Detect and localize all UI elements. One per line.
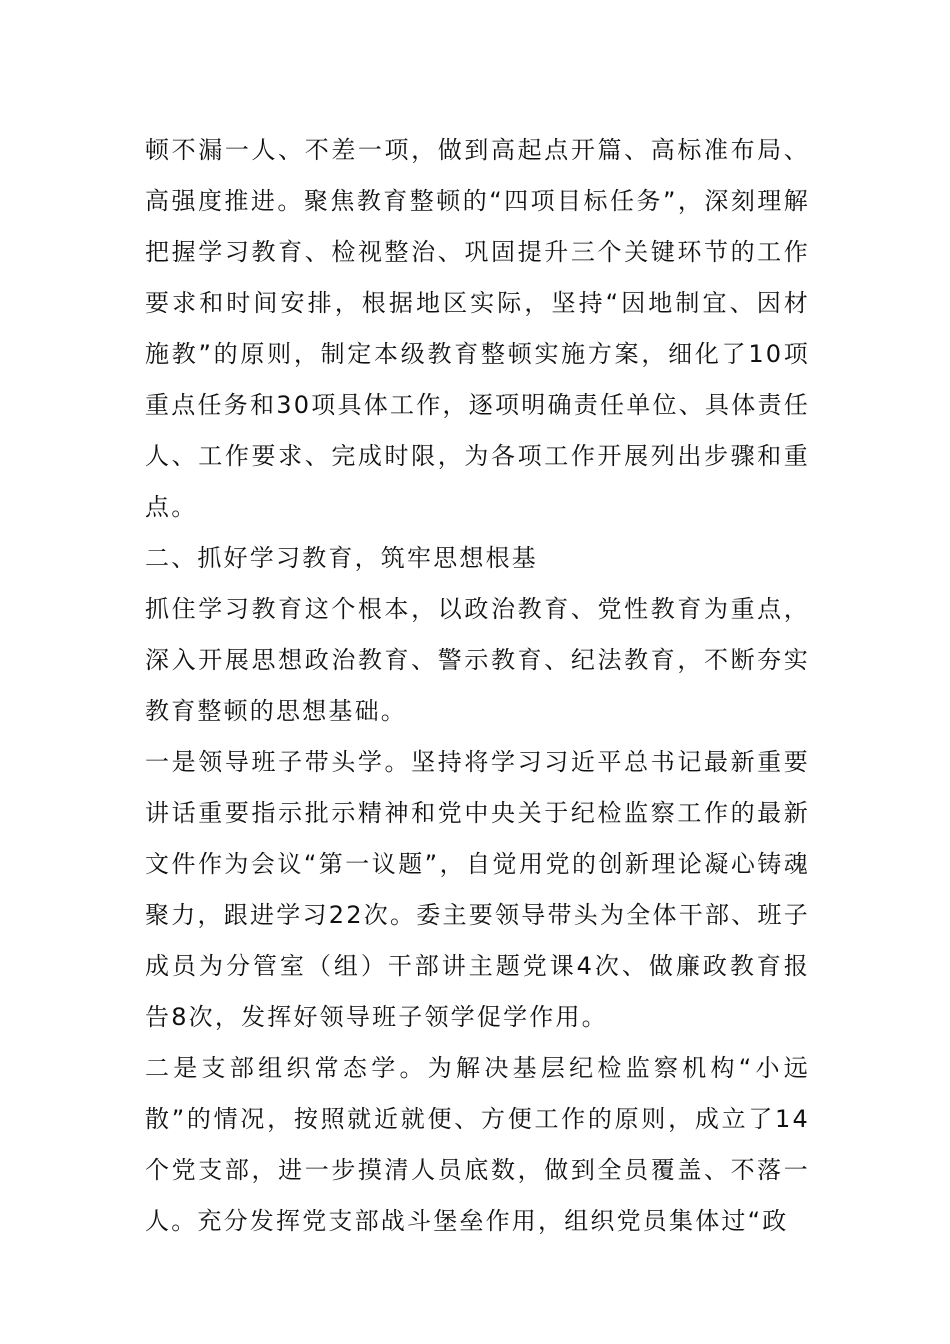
paragraph-leadership-study: 一是领导班子带头学。坚持将学习习近平总书记最新重要讲话重要指示批示精神和党中央关于纪检监察工作的最新文件作为会议“第一议题”，自觉用党的创新理论凝心铸魂聚力，跟进学习22次。委主要领导带头为全体干部、班子成员为分管室（组）干部讲主题党课4次、做廉政教育报告8次，发挥好领导班子领学促学作用。: [145, 748, 810, 1031]
document-body: [145, 125, 810, 1247]
paragraph-branch-study: 二是支部组织常态学。为解决基层纪检监察机构“小远散”的情况，按照就近就便、方便工作的原则，成立了14个党支部，进一步摸清人员底数，做到全员覆盖、不落一人。充分发挥党支部战斗堡垒作用，组织党员集体过“政: [145, 1054, 810, 1235]
paragraph-workplan: 顿不漏一人、不差一项，做到高起点开篇、高标准布局、高强度推进。聚焦教育整顿的“四项目标任务”，深刻理解把握学习教育、检视整治、巩固提升三个关键环节的工作要求和时间安排，根据地区实际，坚持“因地制宜、因材施教”的原则，制定本级教育整顿实施方案，细化了10项重点任务和30项具体工作，逐项明确责任单位、具体责任人、工作要求、完成时限，为各项工作开展列出步骤和重点。: [145, 136, 810, 521]
section-heading-study-education: 二、抓好学习教育，筑牢思想根基: [145, 544, 538, 572]
paragraph-study-overview: 抓住学习教育这个根本，以政治教育、党性教育为重点，深入开展思想政治教育、警示教育、纪法教育，不断夯实教育整顿的思想基础。: [145, 595, 810, 725]
